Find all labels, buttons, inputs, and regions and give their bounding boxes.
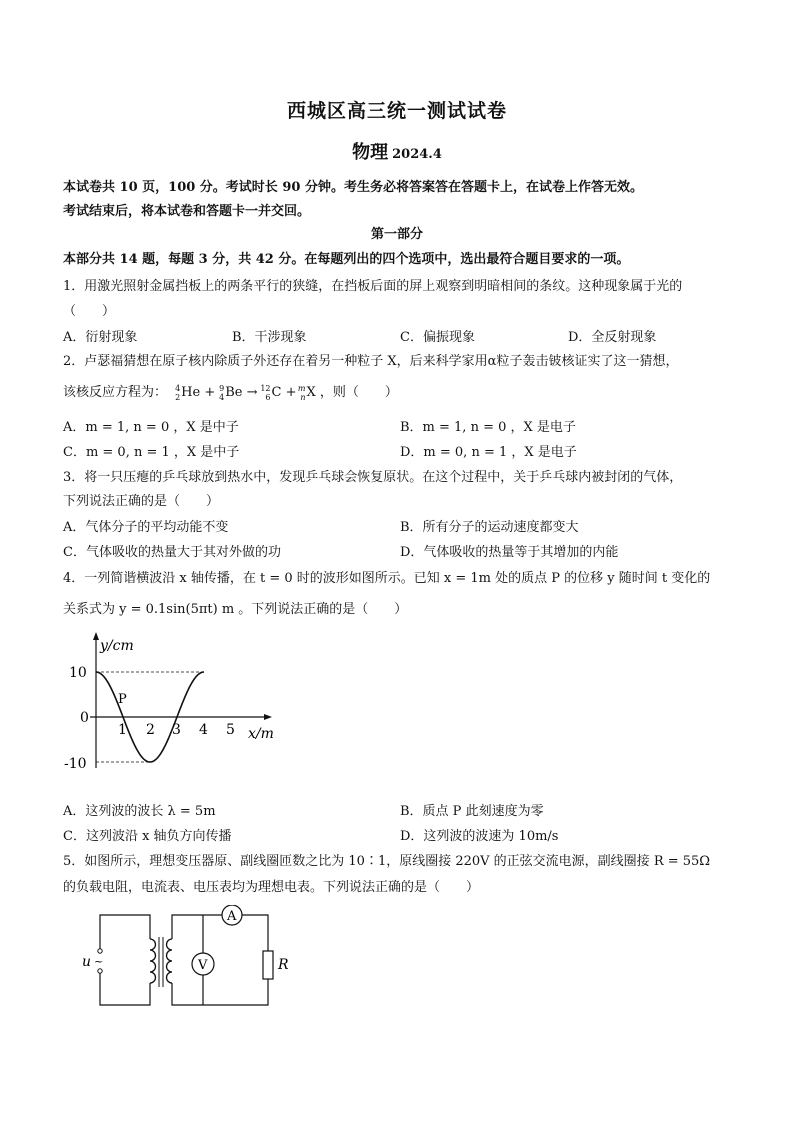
q1-option-a: A．衍射现象 <box>63 330 138 345</box>
y-tick-0: 0 <box>80 710 89 726</box>
subject-heading <box>0 138 794 164</box>
q3-option-b: B．所有分子的运动速度都变大 <box>400 520 579 535</box>
part-instructions: 本部分共 14 题，每题 3 分，共 42 分。在每题列出的四个选项中，选出最符合题目要求的一项。 <box>63 252 630 267</box>
q4-option-a: A．这列波的波长 λ = 5m <box>63 804 216 819</box>
q2-option-c: C．m = 0, n = 1 ，X 是中子 <box>63 445 240 460</box>
q2-option-a: A．m = 1, n = 0 ，X 是中子 <box>63 420 239 435</box>
q3-option-c: C．气体吸收的热量大于其对外做的功 <box>63 545 281 560</box>
resistor-label: R <box>278 957 289 973</box>
q1-stem-line2: （ ） <box>63 304 116 319</box>
q1-option-b: B．干涉现象 <box>232 330 307 345</box>
q5-stem-line2: 的负载电阻，电流表、电压表均为理想电表。下列说法正确的是（ ） <box>63 880 480 895</box>
intro-line-1: 本试卷共 10 页，100 分。考试时长 90 分钟。考生务必将答案答在答题卡上，在试卷上作答无效。 <box>63 180 643 195</box>
x-tick-1: 1 <box>118 722 127 738</box>
q3-option-d: D．气体吸收的热量等于其增加的内能 <box>400 545 619 560</box>
q4-option-b: B．质点 P 此刻速度为零 <box>400 804 544 819</box>
exam-year: 2024.4 <box>392 147 442 162</box>
x-tick-4: 4 <box>199 722 208 738</box>
y-tick-neg10: -10 <box>64 756 87 772</box>
q3-option-a: A．气体分子的平均动能不变 <box>63 520 229 535</box>
y-tick-10: 10 <box>69 665 87 681</box>
x-axis-label: x/m <box>248 726 274 742</box>
ammeter-label: A <box>227 909 237 924</box>
q2-stem-line2 <box>63 381 398 400</box>
x-tick-2: 2 <box>146 722 155 738</box>
voltmeter-label: V <box>198 958 208 973</box>
transformer-circuit-figure <box>78 905 308 1017</box>
q3-stem-line1: 3．将一只压瘪的乒乓球放到热水中，发现乒乓球会恢复原状。在这个过程中，关于乒乓球内被封闭的气体， <box>63 470 683 485</box>
q4-stem-line2: 关系式为 y = 0.1sin(5πt) m 。下列说法正确的是（ ） <box>63 602 408 617</box>
q3-stem-line2: 下列说法正确的是（ ） <box>63 494 220 509</box>
source-label: u <box>82 954 92 970</box>
q4-option-c: C．这列波沿 x 轴负方向传播 <box>63 829 232 844</box>
q2-option-d: D．m = 0, n = 1 ，X 是电子 <box>400 445 577 460</box>
exam-title: 西城区高三统一测试试卷 <box>286 100 507 122</box>
q2-stem-line1: 2．卢瑟福猜想在原子核内除质子外还存在着另一种粒子 X，后来科学家用α粒子轰击铍核证实了这一猜想， <box>63 354 679 369</box>
point-p-label: P <box>118 692 127 707</box>
svg-text:~: ~ <box>94 955 104 968</box>
part-heading: 第一部分 <box>370 227 423 242</box>
q2-stem-suffix: ，则（ ） <box>319 385 398 400</box>
q2-option-b: B．m = 1, n = 0 ，X 是电子 <box>400 420 576 435</box>
q1-option-c: C．偏振现象 <box>400 330 475 345</box>
subject-name: 物理 <box>352 142 389 163</box>
q2-stem-prefix: 该核反应方程为： <box>63 385 168 400</box>
intro-line-2: 考试结束后，将本试卷和答题卡一并交回。 <box>63 204 311 219</box>
wave-figure <box>60 630 280 790</box>
x-tick-3: 3 <box>172 722 181 738</box>
q4-stem-line1: 4．一列简谐横波沿 x 轴传播，在 t = 0 时的波形如图所示。已知 x = 1m 处的质点 P 的位移 y 随时间 t 变化的 <box>63 571 711 586</box>
x-tick-5: 5 <box>226 722 235 738</box>
y-axis-label: y/cm <box>100 638 134 654</box>
q1-stem-line1: 1．用激光照射金属挡板上的两条平行的狭缝，在挡板后面的屏上观察到明暗相间的条纹。这种现象属于光的 <box>63 279 683 294</box>
q4-option-d: D．这列波的波速为 10m/s <box>400 829 559 844</box>
nuclear-equation: 4 2 He + 9 4 Be → 12 6 C + m n X <box>175 383 320 402</box>
q5-stem-line1: 5．如图所示，理想变压器原、副线圈匝数之比为 10∶1，原线圈接 220V 的正弦交流电源，副线圈接 R = 55Ω <box>63 854 711 869</box>
q1-option-d: D．全反射现象 <box>568 330 657 345</box>
